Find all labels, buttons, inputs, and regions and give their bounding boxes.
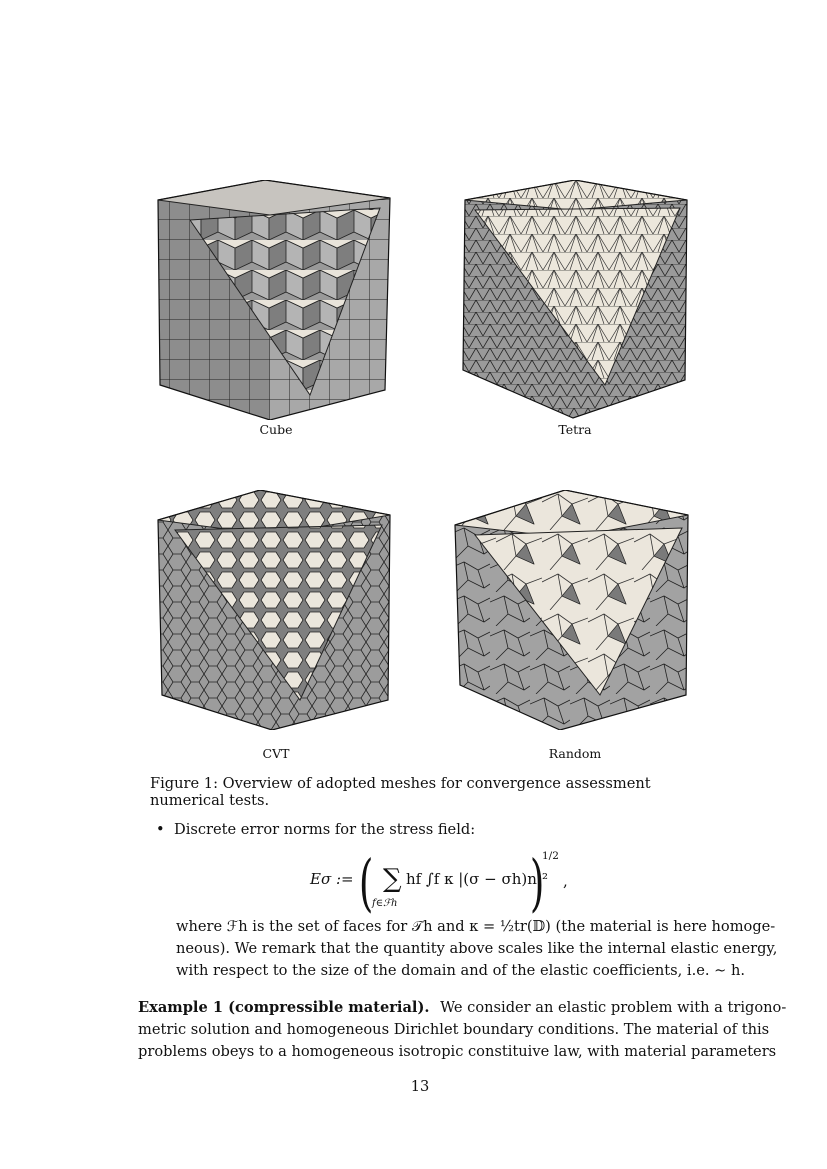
paragraph-line-3: with respect to the size of the domain and of the elastic coefficients, i.e. ∼ h.	[176, 962, 746, 979]
equation-left-paren: (	[358, 846, 374, 919]
panel-label-random: Random	[548, 746, 602, 761]
cvt-mesh-image	[150, 490, 400, 730]
random-mesh-image	[450, 490, 695, 730]
cube-mesh-image	[150, 180, 400, 420]
example-line-1	[138, 999, 786, 1016]
equation-sum-subscript: f∈ℱh	[372, 898, 398, 909]
example-text-1: We consider an elastic problem with a trigono-	[440, 999, 787, 1016]
tetra-mesh-image	[455, 180, 695, 420]
paragraph-line-1: where ℱh is the set of faces for 𝒯h and κ = ½tr(𝔻) (the material is here homoge-	[176, 918, 776, 935]
example-line-2: metric solution and homogeneous Dirichlet boundary conditions. The material of this	[138, 1021, 770, 1038]
equation-lhs: Eσ :=	[310, 870, 354, 888]
figure-caption: Figure 1: Overview of adopted meshes for convergence assessment numerical tests.	[150, 775, 651, 809]
panel-label-cube: Cube	[259, 422, 293, 437]
page-number: 13	[410, 1078, 430, 1095]
panel-label-tetra: Tetra	[558, 422, 592, 437]
equation-sum-symbol: ∑	[383, 864, 402, 894]
panel-label-cvt: CVT	[262, 746, 290, 761]
bullet-text: Discrete error norms for the stress field:	[174, 821, 476, 838]
stress-error-equation	[310, 848, 610, 918]
equation-exponent: 1/2	[542, 850, 559, 862]
bullet-marker: •	[156, 821, 165, 838]
equation-right-paren: )	[529, 846, 545, 919]
example-line-3: problems obeys to a homogeneous isotropic constituive law, with material parameters	[138, 1043, 777, 1060]
equation-body: hf ∫f κ |(σ − σh)n|²	[406, 870, 548, 888]
paragraph-line-2: neous). We remark that the quantity above scales like the internal elastic energy,	[176, 940, 778, 957]
equation-comma: ,	[563, 872, 568, 890]
example-title: Example 1 (compressible material).	[138, 999, 430, 1016]
